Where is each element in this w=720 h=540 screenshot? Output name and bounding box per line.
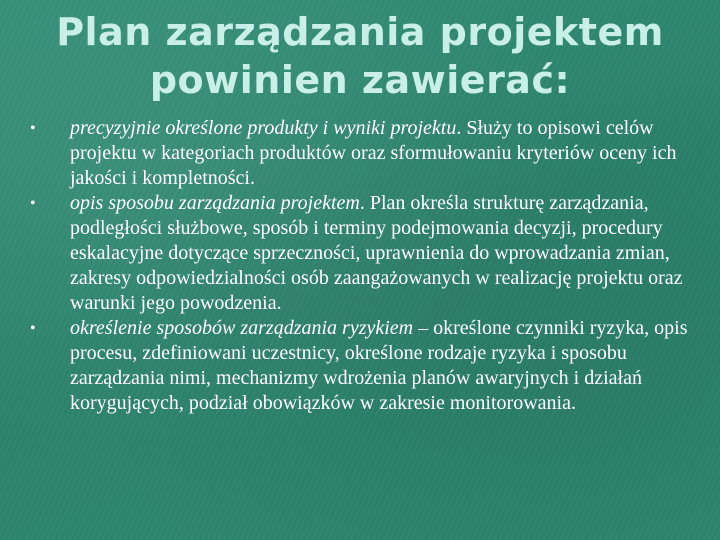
- slide-title: [0, 8, 720, 104]
- bullet-item-2: [24, 191, 704, 316]
- bullet-marker: •: [30, 120, 36, 137]
- bullet-item-text: . Plan określa strukturę zarządzania, podległości służbowe, sposób i terminy podejmowania decyzji, procedury eskalacyjne dotyczące sprzeczności, uprawnienia do wprowadzania zmian, zakresy odpowiedzialności osób zaangażowanych w realizację projektu oraz warunki jego powodzenia.: [70, 192, 683, 314]
- bullet-item-emphasis: opis sposobu zarządzania projektem: [70, 192, 360, 214]
- bullet-item-emphasis: określenie sposobów zarządzania ryzykiem: [70, 317, 414, 339]
- bullet-item-emphasis: precyzyjnie określone produkty i wyniki projektu: [70, 117, 457, 139]
- bullet-item-text: . Służy to opisowi celów projektu w kategoriach produktów oraz sformułowaniu kryteriów oceny ich jakości i kompletności.: [70, 117, 677, 189]
- bullet-list: [24, 116, 704, 416]
- slide-title-line-1: Plan zarządzania projektem: [56, 10, 664, 54]
- bullet-item-text: – określone czynniki ryzyka, opis procesu, zdefiniowani uczestnicy, określone rodzaje ryzyka i sposobu zarządzania nimi, mechanizmy wdrożenia planów awaryjnych i działań korygujących, podział obowiązków w zakresie monitorowania.: [70, 317, 688, 414]
- bullet-marker: •: [30, 320, 36, 337]
- slide-title-line-2: powinien zawierać:: [149, 58, 571, 102]
- bullet-item-1: [24, 116, 704, 191]
- bullet-marker: •: [30, 195, 36, 212]
- bullet-item-3: [24, 316, 704, 416]
